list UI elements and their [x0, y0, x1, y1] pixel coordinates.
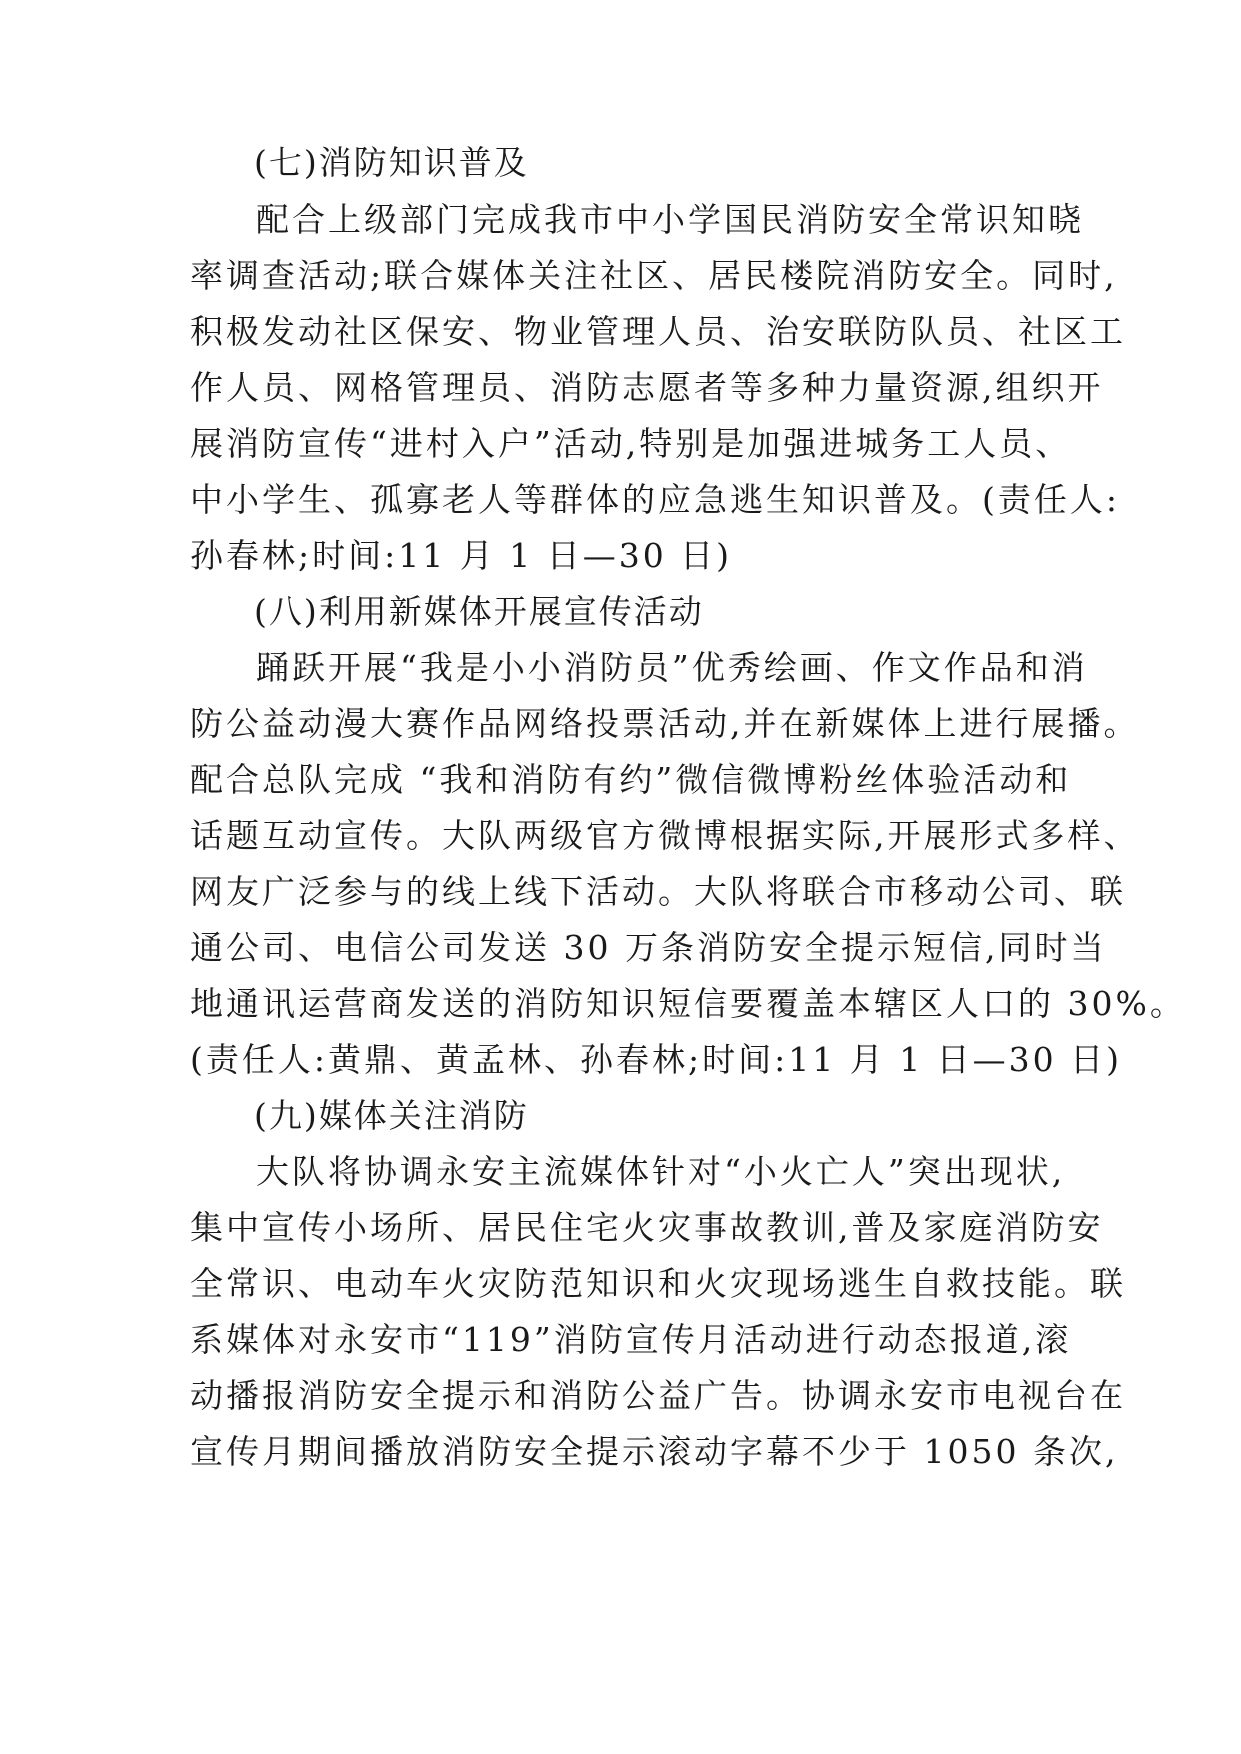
paragraph-line: 中小学生、孤寡老人等群体的应急逃生知识普及。(责任人:: [190, 480, 1120, 519]
paragraph-line: 率调查活动;联合媒体关注社区、居民楼院消防安全。同时,: [190, 256, 1118, 295]
section-heading: (八)利用新媒体开展宣传活动: [254, 592, 704, 631]
paragraph-line: 作人员、网格管理员、消防志愿者等多种力量资源,组织开: [190, 368, 1104, 407]
paragraph-line: 集中宣传小场所、居民住宅火灾事故教训,普及家庭消防安: [190, 1208, 1104, 1247]
paragraph-line: (责任人:黄鼎、黄孟林、孙春林;时间:11 月 1 日—30 日): [190, 1040, 1123, 1079]
paragraph-line: 防公益动漫大赛作品网络投票活动,并在新媒体上进行展播。: [190, 704, 1140, 743]
paragraph-line: 全常识、电动车火灾防范知识和火灾现场逃生自救技能。联: [190, 1264, 1126, 1303]
paragraph-line: 积极发动社区保安、物业管理人员、治安联防队员、社区工: [190, 312, 1126, 351]
paragraph-line: 配合上级部门完成我市中小学国民消防安全常识知晓: [256, 200, 1084, 239]
paragraph-line: 动播报消防安全提示和消防公益广告。协调永安市电视台在: [190, 1376, 1126, 1415]
section-heading: (七)消防知识普及: [254, 143, 529, 182]
paragraph-line: 展消防宣传“进村入户”活动,特别是加强进城务工人员、: [190, 424, 1072, 463]
paragraph-line: 通公司、电信公司发送 30 万条消防安全提示短信,同时当: [190, 928, 1107, 967]
paragraph-line: 地通讯运营商发送的消防知识短信要覆盖本辖区人口的 30%。: [190, 984, 1186, 1023]
paragraph-line: 孙春林;时间:11 月 1 日—30 日): [190, 536, 733, 575]
paragraph-line: 话题互动宣传。大队两级官方微博根据实际,开展形式多样、: [190, 816, 1140, 855]
paragraph-line: 宣传月期间播放消防安全提示滚动字幕不少于 1050 条次,: [190, 1432, 1119, 1471]
paragraph-line: 网友广泛参与的线上线下活动。大队将联合市移动公司、联: [190, 872, 1126, 911]
paragraph-line: 大队将协调永安主流媒体针对“小火亡人”突出现状,: [256, 1152, 1066, 1191]
paragraph-line: 配合总队完成 “我和消防有约”微信微博粉丝体验活动和: [190, 760, 1072, 799]
paragraph-line: 系媒体对永安市“119”消防宣传月活动进行动态报道,滚: [190, 1320, 1072, 1359]
section-heading: (九)媒体关注消防: [254, 1096, 529, 1135]
paragraph-line: 踊跃开展“我是小小消防员”优秀绘画、作文作品和消: [256, 648, 1088, 687]
